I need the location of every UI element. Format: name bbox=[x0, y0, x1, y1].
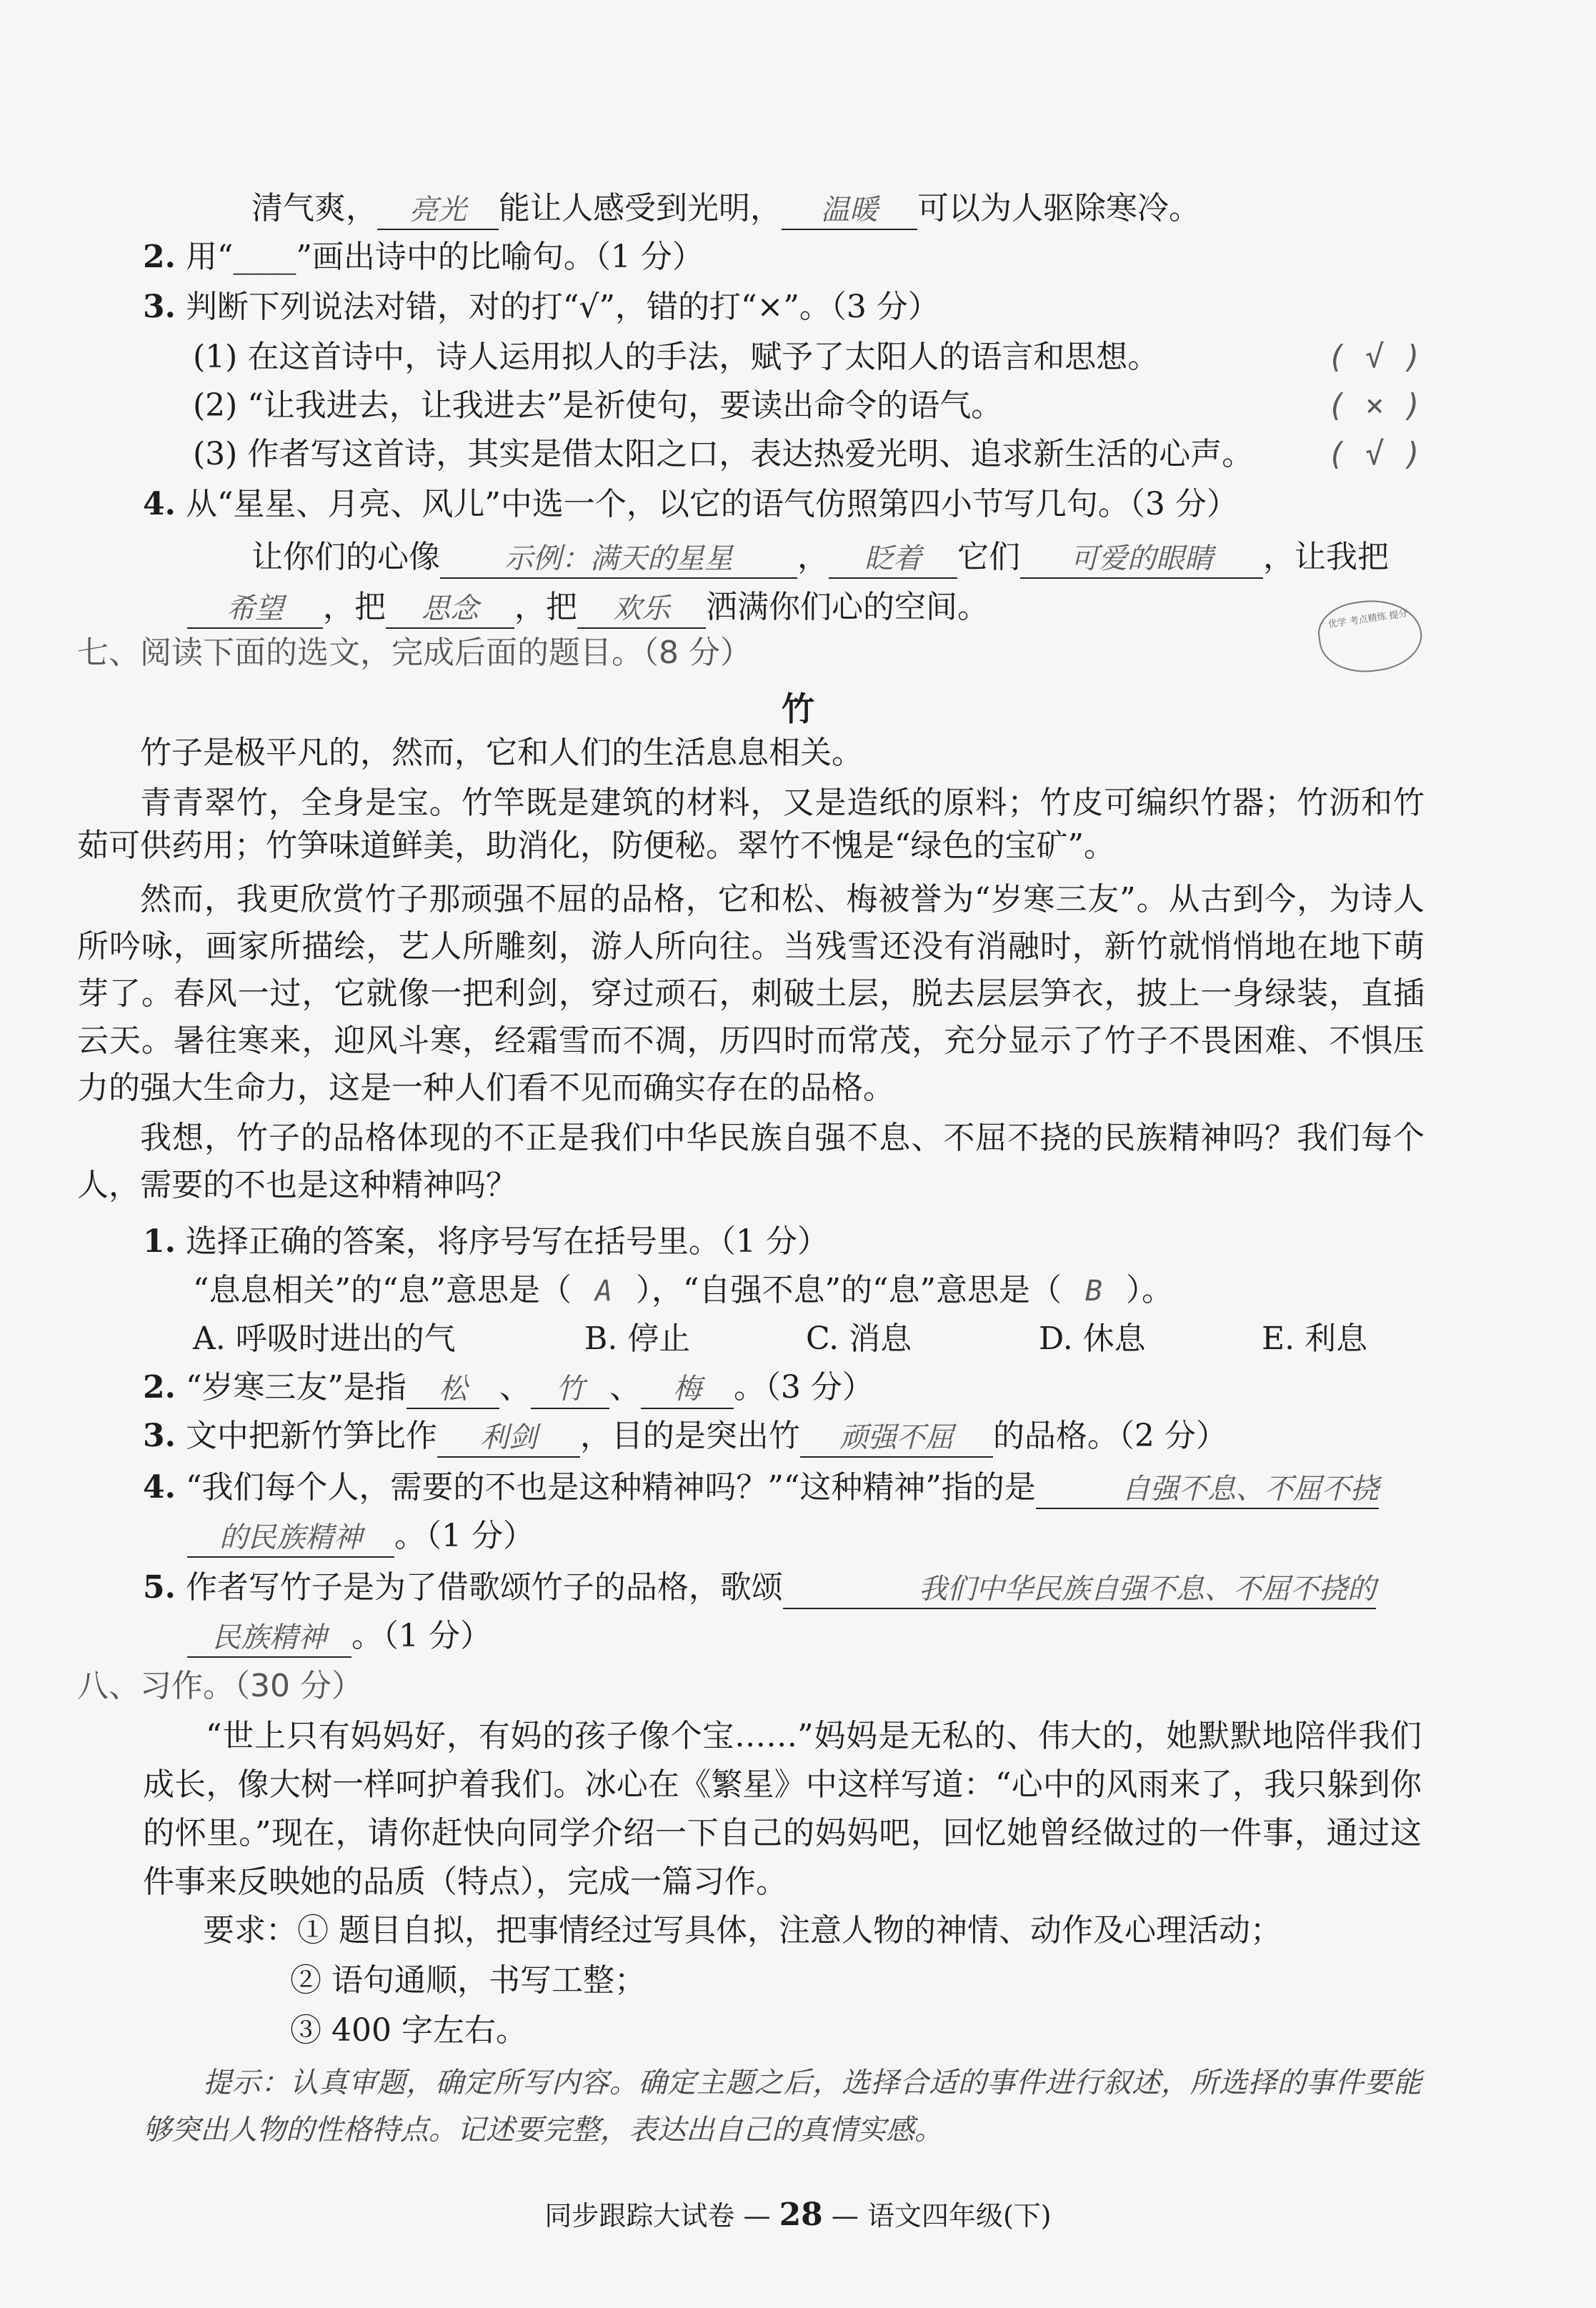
answer-praise-2[interactable]: 民族精神 bbox=[187, 1619, 351, 1658]
answer-sword[interactable]: 利剑 bbox=[437, 1419, 580, 1458]
answer-blank-hope[interactable]: 希望 bbox=[187, 590, 323, 629]
text: 。（1 分） bbox=[394, 1518, 534, 1554]
question-2 bbox=[143, 236, 704, 279]
question-number: 4. bbox=[143, 1469, 176, 1506]
answer-plum[interactable]: 梅 bbox=[641, 1371, 734, 1409]
answer-blank-like[interactable]: 示例：满天的星星 bbox=[440, 540, 797, 579]
statement-text: (2) “让我进去，让我进去”是祈使句，要读出命令的语气。 bbox=[193, 387, 1003, 424]
text: ）。 bbox=[1125, 1272, 1173, 1308]
text: 让你们的心像 bbox=[251, 539, 440, 575]
statement-text: (1) 在这首诗中，诗人运用拟人的手法，赋予了太阳人的语言和思想。 bbox=[193, 339, 1159, 375]
question-number: 3. bbox=[143, 289, 176, 325]
reading-q5-cont bbox=[187, 1615, 492, 1658]
answer-blank-warm[interactable]: 温暖 bbox=[782, 191, 917, 230]
passage-paragraph-1: 竹子是极平凡的，然而，它和人们的生活息息相关。 bbox=[140, 735, 863, 771]
option-d: D. 休息 bbox=[1039, 1320, 1146, 1357]
passage-title: 竹 bbox=[782, 690, 814, 728]
reading-q1 bbox=[143, 1220, 829, 1263]
footer-subject: — 语文四年级(下) bbox=[831, 2200, 1052, 2232]
judgement-mark-1[interactable]: ( √ ) bbox=[1327, 339, 1422, 375]
reading-q3 bbox=[143, 1415, 1227, 1458]
statement-2 bbox=[193, 384, 1002, 427]
imitation-line-1 bbox=[251, 536, 1389, 579]
answer-blank-light[interactable]: 亮光 bbox=[377, 191, 499, 230]
passage-paragraph-2: 青青翠竹，全身是宝。竹竿既是建筑的材料，又是造纸的原料；竹皮可编织竹器；竹沥和竹茹可供药用；竹笋味道鲜美，助消化，防便秘。翠竹不愧是“绿色的宝矿”。 bbox=[77, 785, 1425, 864]
essay-prompt: “世上只有妈妈好，有妈的孩子像个宝……”妈妈是无私的、伟大的，她默默地陪伴我们成长，像大树一样呵护着我们。冰心在《繁星》中这样写道：“心中的风雨来了，我只躲到你的怀里。”现在，请你赶快向同学介绍一下自己的妈妈吧，回忆她曾经做过的一件事，通过这件事来反映她的品质（特点），完成一篇习作。 bbox=[143, 1718, 1422, 1900]
section-8-heading: 八、习作。（30 分） bbox=[77, 1668, 363, 1704]
answer-spirit-1[interactable]: 自强不息、不屈不挠 bbox=[1036, 1471, 1379, 1509]
question-number: 1. bbox=[143, 1223, 176, 1260]
answer-blank-blink[interactable]: 眨着 bbox=[829, 540, 957, 579]
text: 、 bbox=[499, 1369, 531, 1406]
page-footer bbox=[0, 2194, 1596, 2233]
question-4 bbox=[143, 483, 1238, 526]
question-number: 4. bbox=[143, 486, 176, 522]
footer-title: 同步跟踪大试卷 — bbox=[544, 2200, 771, 2232]
section-7-heading: 七、阅读下面的选文，完成后面的题目。（8 分） bbox=[77, 635, 752, 671]
reading-q5 bbox=[143, 1566, 1376, 1609]
question-number: 5. bbox=[143, 1569, 176, 1606]
reading-q1-line bbox=[193, 1269, 1173, 1313]
text: 它们 bbox=[957, 539, 1020, 575]
text: 清气爽， bbox=[251, 190, 377, 227]
question-text: 从“星星、月亮、风儿”中选一个，以它的语气仿照第四小节写几句。（3 分） bbox=[185, 486, 1238, 522]
text: 能让人感受到光明， bbox=[499, 190, 782, 227]
answer-pine[interactable]: 松 bbox=[407, 1371, 499, 1409]
answer-r1-a[interactable]: A bbox=[594, 1275, 613, 1308]
reading-q4 bbox=[143, 1466, 1379, 1509]
option-e: E. 利息 bbox=[1262, 1320, 1368, 1357]
reading-q2 bbox=[143, 1366, 874, 1409]
text: 。（1 分） bbox=[351, 1618, 492, 1654]
passage-paragraph-4: 我想，竹子的品格体现的不正是我们中华民族自强不息、不屈不挠的民族精神吗？我们每个人，需要的不也是这种精神吗？ bbox=[77, 1120, 1425, 1203]
text: ，把 bbox=[514, 589, 577, 625]
text: ，把 bbox=[323, 589, 386, 625]
option-c: C. 消息 bbox=[806, 1320, 912, 1357]
option-b: B. 停止 bbox=[584, 1320, 691, 1357]
text: “岁寒三友”是指 bbox=[185, 1369, 407, 1406]
question-number: 3. bbox=[143, 1418, 176, 1454]
text: 的品格。（2 分） bbox=[992, 1418, 1227, 1454]
option-a: A. 呼吸时进出的气 bbox=[193, 1320, 456, 1357]
answer-praise-1[interactable]: 我们中华民族自强不息、不屈不挠的 bbox=[783, 1571, 1376, 1609]
question-number: 2. bbox=[143, 239, 176, 275]
answer-r1-b[interactable]: B bbox=[1084, 1275, 1103, 1308]
text: 。（3 分） bbox=[733, 1369, 874, 1406]
stamp-logo: 优学 考点精练 提分 bbox=[1315, 593, 1427, 678]
reading-q1-options bbox=[193, 1318, 1367, 1361]
text: ），“自强不息”的“息”意思是（ bbox=[635, 1272, 1062, 1308]
imitation-line-2 bbox=[187, 586, 989, 629]
passage-paragraph-3: 然而，我更欣赏竹子那顽强不屈的品格，它和松、梅被誉为“岁寒三友”。从古到今，为诗人所吟咏，画家所描绘，艺人所雕刻，游人所向往。当残雪还没有消融时，新竹就悄悄地在地下萌芽了。春风一过，它就像一把利剑，穿过顽石，刺破土层，脱去层层笋衣，披上一身绿装，直插云天。暑往寒来，迎风斗寒，经霜雪而不凋，历四时而常茂，充分显示了竹子不畏困难、不惧压力的强大生命力，这是一种人们看不见而确实存在的品格。 bbox=[77, 881, 1425, 1106]
answer-spirit-2[interactable]: 的民族精神 bbox=[187, 1519, 394, 1558]
judgement-mark-2[interactable]: ( × ) bbox=[1327, 387, 1422, 424]
answer-tough[interactable]: 顽强不屈 bbox=[800, 1419, 993, 1458]
text: 作者写竹子是为了借歌颂竹子的品格，歌颂 bbox=[185, 1569, 783, 1606]
page-number: 28 bbox=[779, 2197, 823, 2233]
statement-1 bbox=[193, 336, 1159, 379]
question-3 bbox=[143, 286, 939, 329]
text: 文中把新竹笋比作 bbox=[185, 1418, 437, 1454]
judgement-mark-3[interactable]: ( √ ) bbox=[1327, 436, 1422, 472]
text: “我们每个人，需要的不也是这种精神吗？”“这种精神”指的是 bbox=[185, 1469, 1036, 1506]
reading-q4-cont bbox=[187, 1515, 534, 1558]
writing-hint: 提示：认真审题，确定所写内容。确定主题之后，选择合适的事件进行叙述，所选择的事件要能够突出人物的性格特点。记述要完整，表达出自己的真情实感。 bbox=[143, 2066, 1422, 2147]
answer-blank-joy[interactable]: 欢乐 bbox=[577, 590, 706, 629]
text: ，目的是突出竹 bbox=[579, 1418, 800, 1454]
text: ， bbox=[797, 539, 829, 575]
question-number: 2. bbox=[143, 1369, 176, 1406]
requirement-1: 要求：① 题目自拟，把事情经过写具体，注意人物的神情、动作及心理活动； bbox=[203, 1912, 1282, 1949]
text: 可以为人驱除寒冷。 bbox=[917, 190, 1200, 227]
answer-bamboo[interactable]: 竹 bbox=[531, 1371, 609, 1409]
text: 、 bbox=[609, 1369, 641, 1406]
poem-answer-line bbox=[251, 187, 1200, 230]
question-text: 判断下列说法对错，对的打“√”，错的打“×”。（3 分） bbox=[185, 289, 939, 325]
question-text: 选择正确的答案，将序号写在括号里。（1 分） bbox=[185, 1223, 829, 1260]
answer-blank-miss[interactable]: 思念 bbox=[386, 590, 514, 629]
requirement-3: ③ 400 字左右。 bbox=[290, 2012, 527, 2049]
question-text: 用“____”画出诗中的比喻句。（1 分） bbox=[185, 239, 704, 275]
text: 洒满你们心的空间。 bbox=[706, 589, 989, 625]
requirement-2: ② 语句通顺，书写工整； bbox=[290, 1962, 646, 1999]
answer-blank-eyes[interactable]: 可爱的眼睛 bbox=[1020, 540, 1263, 579]
text: ，让我把 bbox=[1263, 539, 1389, 575]
text: “息息相关”的“息”意思是（ bbox=[193, 1272, 572, 1308]
statement-3 bbox=[193, 433, 1253, 476]
statement-text: (3) 作者写这首诗，其实是借太阳之口，表达热爱光明、追求新生活的心声。 bbox=[193, 436, 1254, 472]
